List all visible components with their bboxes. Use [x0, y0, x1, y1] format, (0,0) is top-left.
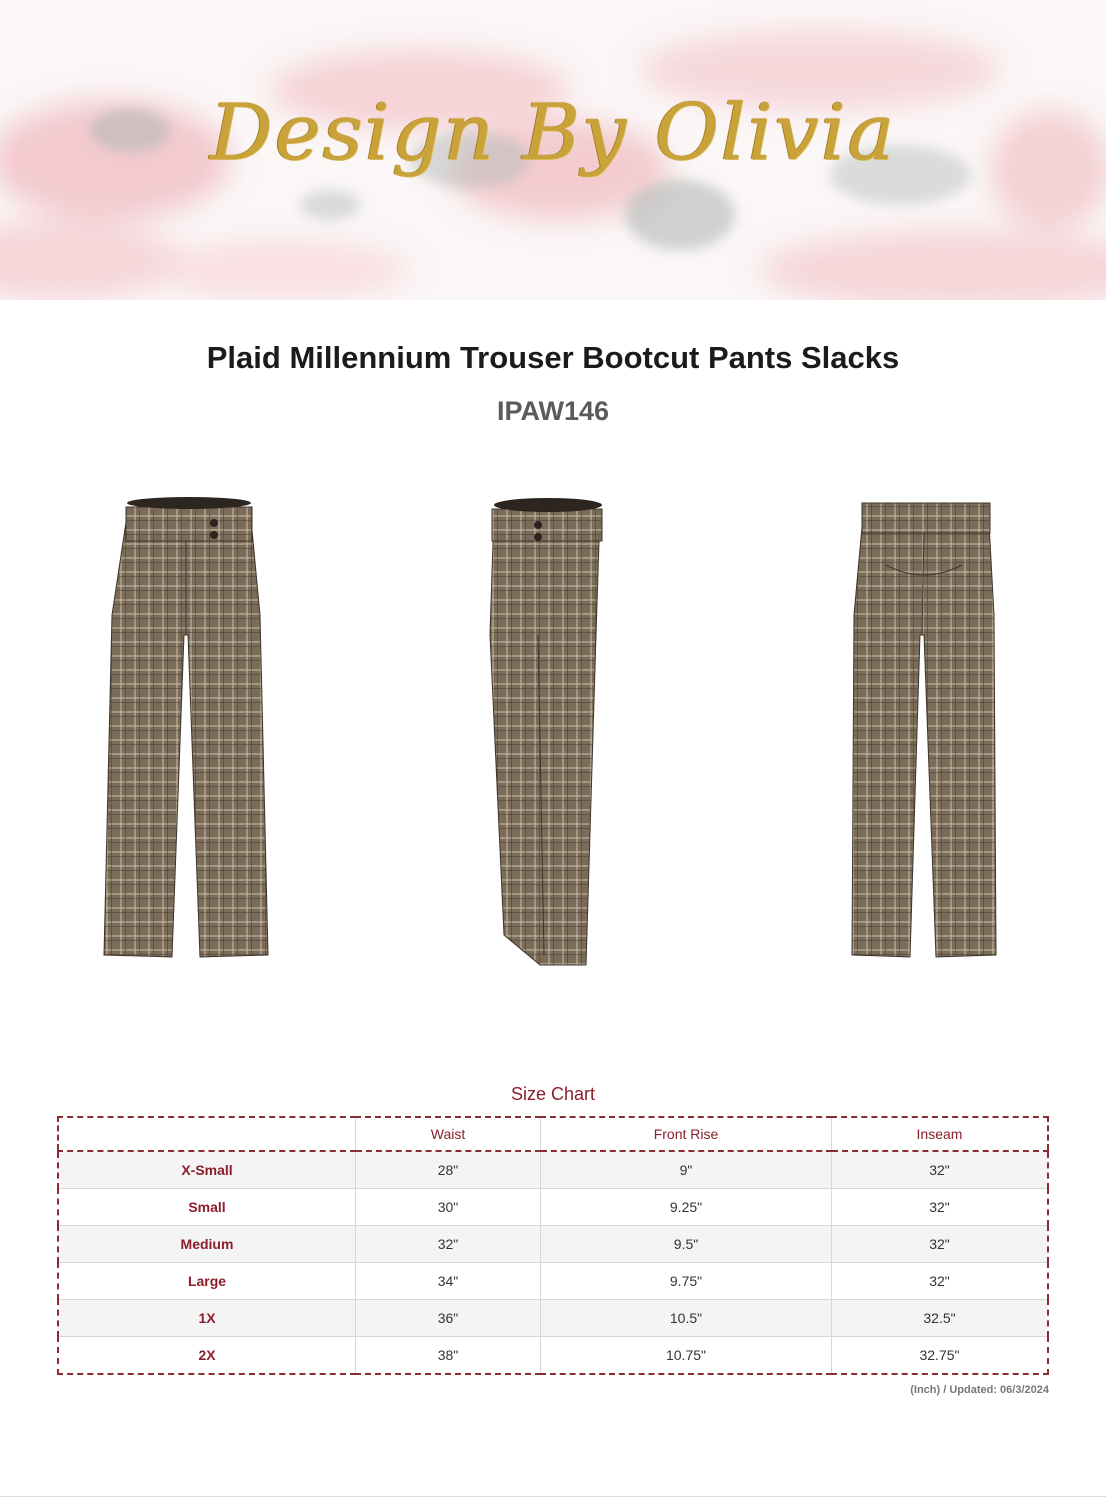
brand-banner	[0, 0, 1106, 300]
front-rise-cell: 9.25"	[541, 1189, 832, 1226]
size-label: Large	[58, 1263, 356, 1300]
pants-front-image	[100, 495, 272, 965]
column-header-waist: Waist	[356, 1117, 541, 1151]
waist-cell: 34"	[356, 1263, 541, 1300]
table-row	[58, 1300, 1048, 1337]
table-row	[58, 1189, 1048, 1226]
brand-logo-text: Design By Olivia	[209, 88, 897, 178]
inseam-cell: 32.75"	[832, 1337, 1049, 1375]
size-chart-table	[57, 1116, 1049, 1375]
size-label: 1X	[58, 1300, 356, 1337]
front-rise-cell: 10.5"	[541, 1300, 832, 1337]
waist-cell: 32"	[356, 1226, 541, 1263]
size-label: Small	[58, 1189, 356, 1226]
waist-cell: 30"	[356, 1189, 541, 1226]
product-title: Plaid Millennium Trouser Bootcut Pants Slacks	[206, 340, 900, 375]
page-divider	[0, 1496, 1106, 1497]
inseam-cell: 32"	[832, 1263, 1049, 1300]
column-header	[58, 1117, 356, 1151]
waist-cell: 38"	[356, 1337, 541, 1375]
pants-side-image	[486, 495, 606, 967]
table-header-row	[58, 1117, 1048, 1151]
pants-back-image	[846, 495, 1002, 961]
size-label: X-Small	[58, 1151, 356, 1189]
front-rise-cell: 10.75"	[541, 1337, 832, 1375]
size-label: 2X	[58, 1337, 356, 1375]
front-rise-cell: 9.75"	[541, 1263, 832, 1300]
inseam-cell: 32"	[832, 1226, 1049, 1263]
size-chart-note: (Inch) / Updated: 06/3/2024	[910, 1384, 1049, 1396]
product-code: IPAW146	[496, 396, 610, 426]
size-label: Medium	[58, 1226, 356, 1263]
table-row	[58, 1263, 1048, 1300]
table-row	[58, 1226, 1048, 1263]
inseam-cell: 32.5"	[832, 1300, 1049, 1337]
inseam-cell: 32"	[832, 1151, 1049, 1189]
table-row	[58, 1337, 1048, 1375]
waist-cell: 28"	[356, 1151, 541, 1189]
inseam-cell: 32"	[832, 1189, 1049, 1226]
waist-cell: 36"	[356, 1300, 541, 1337]
size-chart-title: Size Chart	[510, 1084, 596, 1104]
table-row	[58, 1151, 1048, 1189]
column-header-front-rise: Front Rise	[541, 1117, 832, 1151]
front-rise-cell: 9"	[541, 1151, 832, 1189]
column-header-inseam: Inseam	[832, 1117, 1049, 1151]
front-rise-cell: 9.5"	[541, 1226, 832, 1263]
